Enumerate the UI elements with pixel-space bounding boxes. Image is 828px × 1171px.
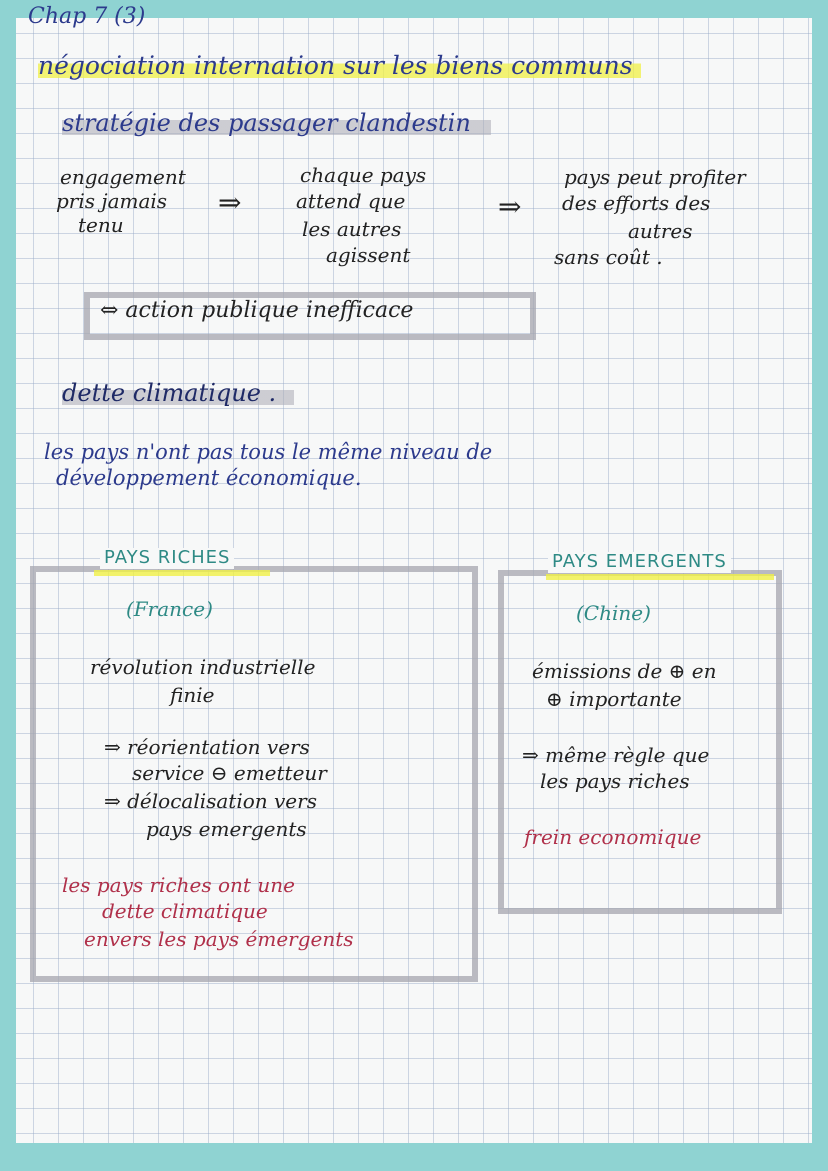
emerging-line: ⇒ même règle que bbox=[522, 743, 710, 767]
page-border-left bbox=[0, 0, 16, 1171]
strategy-cause-line: engagement bbox=[60, 165, 186, 189]
dette-intro-line: développement économique. bbox=[56, 466, 362, 490]
emerging-line: émissions de ⊕ en bbox=[532, 659, 717, 683]
rich-example: (France) bbox=[126, 597, 213, 621]
page-border-bottom bbox=[0, 1143, 828, 1171]
rich-line: révolution industrielle bbox=[90, 655, 316, 679]
rich-conclusion: dette climatique bbox=[102, 899, 268, 923]
emerging-example: (Chine) bbox=[576, 601, 651, 625]
rich-line: ⇒ réorientation vers bbox=[104, 735, 310, 759]
conclusion-text: ⇔ action publique inefficace bbox=[100, 298, 414, 323]
rich-heading: PAYS RICHES bbox=[100, 548, 234, 569]
strategy-effect-line: les autres bbox=[302, 217, 402, 241]
chapter-label: Chap 7 (3) bbox=[28, 4, 146, 29]
strategy-effect-line: attend que bbox=[296, 189, 406, 213]
arrow-right-icon: ⇒ bbox=[498, 190, 522, 223]
strategy-consequence-line: sans coût . bbox=[554, 245, 663, 269]
rich-line: pays emergents bbox=[146, 817, 307, 841]
strategy-consequence-line: des efforts des bbox=[562, 191, 711, 215]
emerging-heading: PAYS EMERGENTS bbox=[548, 552, 731, 573]
emerging-conclusion: frein economique bbox=[524, 825, 702, 849]
arrow-right-icon: ⇒ bbox=[218, 186, 242, 219]
rich-heading-highlight bbox=[94, 570, 270, 576]
rich-line: ⇒ délocalisation vers bbox=[104, 789, 317, 813]
strategy-cause-line: tenu bbox=[78, 213, 124, 237]
rich-line: finie bbox=[170, 683, 215, 707]
emerging-line: les pays riches bbox=[540, 769, 690, 793]
page-border-right bbox=[812, 0, 828, 1171]
rich-conclusion: envers les pays émergents bbox=[84, 927, 354, 951]
strategy-effect-line: chaque pays bbox=[300, 163, 427, 187]
strategy-consequence-line: autres bbox=[628, 219, 693, 243]
dette-heading: dette climatique . bbox=[62, 380, 294, 408]
emerging-heading-highlight bbox=[546, 574, 774, 580]
strategy-effect-line: agissent bbox=[326, 243, 411, 267]
rich-line: service ⊖ emetteur bbox=[132, 761, 327, 785]
strategy-cause-line: pris jamais bbox=[56, 189, 168, 213]
rich-conclusion: les pays riches ont une bbox=[62, 873, 295, 897]
dette-intro-line: les pays n'ont pas tous le même niveau de bbox=[44, 440, 493, 464]
page-title: négociation internation sur les biens communs bbox=[38, 52, 641, 81]
strategy-consequence-line: pays peut profiter bbox=[564, 165, 746, 189]
strategy-heading: stratégie des passager clandestin bbox=[62, 110, 491, 138]
emerging-line: ⊕ importante bbox=[546, 687, 682, 711]
